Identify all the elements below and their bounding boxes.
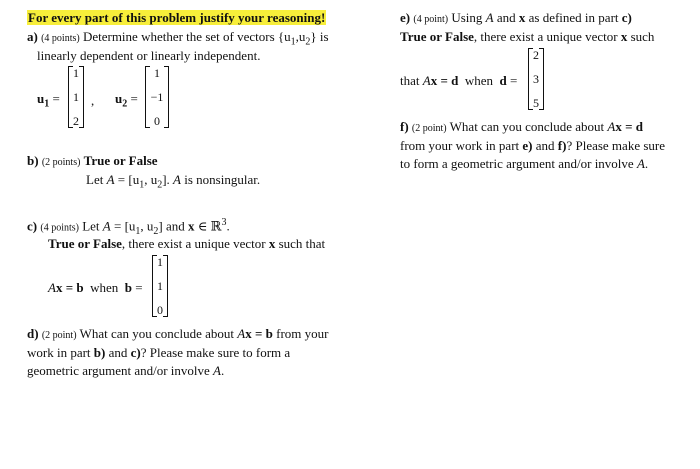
part-b-title: True or False [83, 153, 158, 168]
d-entry: 3 [533, 72, 539, 86]
u1-label: $u_1$ = [37, 91, 60, 110]
part-e-equation: that Ax = d when d = [400, 73, 518, 88]
part-f-line3: to form a geometric argument and/or involve A. [400, 156, 649, 171]
part-b-points: (2 points) [41, 157, 81, 168]
b-vector-matrix [152, 255, 168, 317]
part-e-line2: True or False, there exist a unique vector x such [400, 29, 655, 44]
u1-matrix [68, 66, 84, 128]
part-c-label: c) [27, 218, 38, 234]
part-b-label: b) [27, 153, 39, 168]
part-d-label: d) [27, 326, 39, 341]
part-f-line2: from your work in part e) and f)? Please make sure [400, 138, 665, 153]
part-d-points: (2 point) [41, 330, 77, 341]
part-a-label: a) [27, 29, 38, 44]
part-f-line1: f) (2 point) What can you conclude about Ax = d [400, 119, 643, 134]
part-c-equation: Ax = b when b = [48, 280, 143, 295]
part-c-line1: c) (4 points) Let $A = [u_1$, $u_2$] and x ∈ ℝ$^3$. [27, 217, 230, 237]
part-a-points: (4 points) [41, 33, 80, 44]
part-c-line2: True or False, there exist a unique vector x such that [48, 236, 326, 251]
d-entry: 5 [533, 96, 539, 110]
part-d-line3: geometric argument and/or involve A. [27, 363, 225, 378]
u2-entry: 1 [154, 66, 160, 80]
b-entry: 0 [157, 303, 163, 317]
part-b-line1 [27, 152, 158, 172]
vector-separator: , [91, 93, 95, 108]
highlighted-instruction: For every part of this problem justify your reasoning! [28, 10, 326, 25]
part-f-label: f) [400, 119, 409, 134]
part-f-points: (2 point) [411, 123, 447, 134]
b-entry: 1 [157, 279, 163, 293]
instruction-header [27, 9, 326, 27]
u2-entry: 0 [154, 114, 160, 128]
part-a-line2: linearly dependent or linearly independent. [37, 48, 261, 63]
u2-entry: −1 [150, 90, 164, 104]
u2-label: $u_2$ = [115, 91, 138, 110]
b-entry: 1 [157, 255, 163, 269]
d-entry: 2 [533, 48, 539, 62]
part-a-line1: a) (4 points) Determine whether the set of vectors $\{u_1,u_2\}$ is [27, 29, 329, 48]
u1-entry: 1 [73, 90, 79, 104]
part-b-line2: Let $A = [u_1$, $u_2$]. A is nonsingular. [86, 172, 261, 191]
part-e-line1: e) (4 point) Using A and x as defined in part c) [400, 10, 632, 25]
part-e-points: (4 point) [413, 14, 449, 25]
part-a-text1: Determine whether the set of vectors {u [82, 29, 291, 44]
u1-entry: 1 [73, 66, 79, 80]
u2-matrix [145, 66, 169, 128]
part-e-label: e) [400, 10, 411, 25]
d-vector-matrix [528, 48, 544, 110]
u1-entry: 2 [73, 114, 79, 128]
part-c-points: (4 points) [40, 222, 79, 234]
part-d-line2: work in part b) and c)? Please make sure to form a [27, 345, 291, 360]
part-d-line1: d) (2 point) What can you conclude about Ax = b from your [27, 326, 329, 341]
